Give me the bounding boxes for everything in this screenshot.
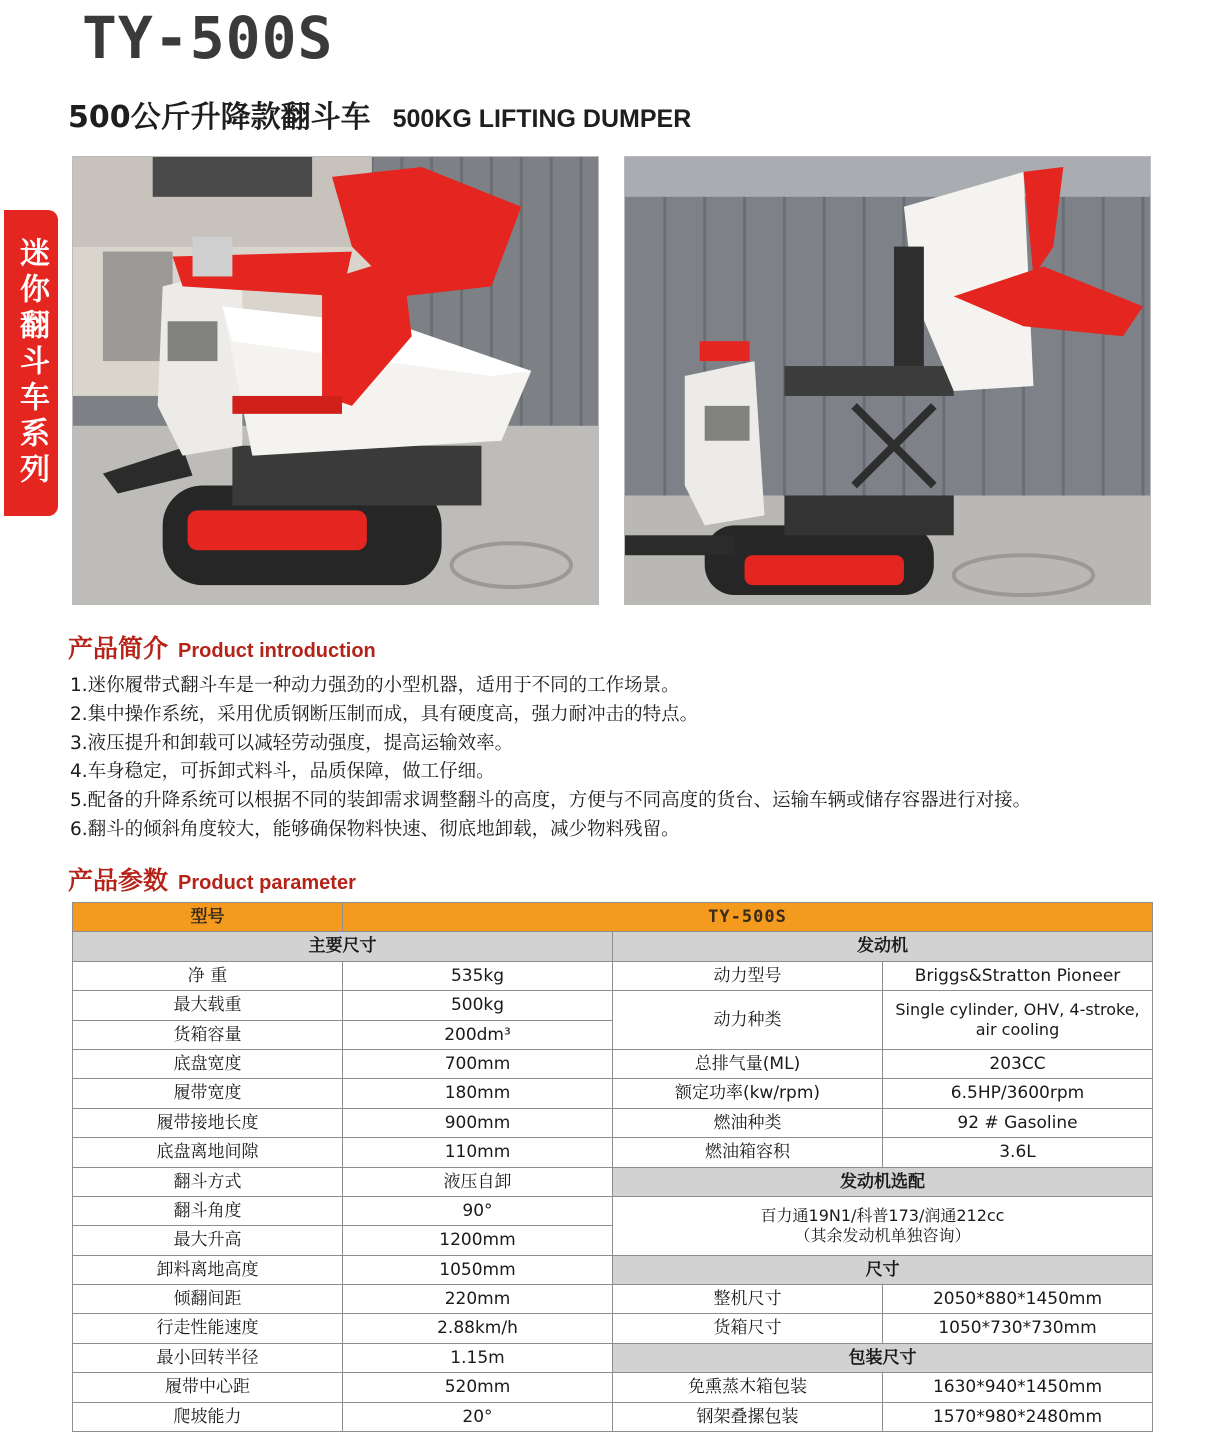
spec-value: 1050mm — [343, 1255, 613, 1284]
title-row — [68, 92, 691, 136]
spec-label: 货箱容量 — [73, 1020, 343, 1049]
model-heading: TY-500S — [82, 4, 334, 72]
table-row — [73, 1314, 1153, 1343]
engine-value: 3.6L — [883, 1138, 1153, 1167]
table-row — [73, 1049, 1153, 1078]
spec-label: 履带中心距 — [73, 1373, 343, 1402]
engine-type-line2: air cooling — [975, 1020, 1060, 1040]
spec-label: 行走性能速度 — [73, 1314, 343, 1343]
table-row — [73, 1108, 1153, 1137]
engine-label: 燃油种类 — [613, 1108, 883, 1137]
engine-label: 动力种类 — [613, 991, 883, 1050]
packing-header: 包装尺寸 — [613, 1343, 1153, 1372]
packing-label: 免熏蒸木箱包装 — [613, 1373, 883, 1402]
spec-value: 700mm — [343, 1049, 613, 1078]
size-label: 货箱尺寸 — [613, 1314, 883, 1343]
spec-label: 底盘宽度 — [73, 1049, 343, 1078]
table-row — [73, 1255, 1153, 1284]
table-row — [73, 991, 1153, 1020]
title-chinese: 500公斤升降款翻斗车 — [68, 100, 371, 135]
intro-list — [70, 672, 1190, 845]
table-row — [73, 1373, 1153, 1402]
spec-label: 爬坡能力 — [73, 1402, 343, 1431]
table-row — [73, 1285, 1153, 1314]
intro-item: 5.配备的升降系统可以根据不同的装卸需求调整翻斗的高度，方便与不同高度的货台、运输车辆或储存容器进行对接。 — [70, 790, 1032, 812]
product-photo-lowered — [72, 156, 599, 605]
spec-value: 液压自卸 — [343, 1167, 613, 1196]
model-value-cell: TY-500S — [343, 903, 1153, 932]
engine-value: 203CC — [883, 1049, 1153, 1078]
spec-label: 翻斗方式 — [73, 1167, 343, 1196]
spec-label: 倾翻间距 — [73, 1285, 343, 1314]
engine-label: 额定功率(kw/rpm) — [613, 1079, 883, 1108]
table-row — [73, 1343, 1153, 1372]
spec-value: 180mm — [343, 1079, 613, 1108]
spec-label: 最小回转半径 — [73, 1343, 343, 1372]
spec-label: 翻斗角度 — [73, 1196, 343, 1225]
spec-value: 500kg — [343, 991, 613, 1020]
spec-value: 1.15m — [343, 1343, 613, 1372]
engine-value-multiline — [883, 991, 1153, 1050]
dumper-raised-illustration — [625, 157, 1150, 604]
spec-value: 200dm³ — [343, 1020, 613, 1049]
engine-value: 6.5HP/3600rpm — [883, 1079, 1153, 1108]
intro-item: 6.翻斗的倾斜角度较大，能够确保物料快速、彻底地卸载，减少物料残留。 — [70, 818, 680, 840]
spec-label: 最大载重 — [73, 991, 343, 1020]
intro-item: 2.集中操作系统，采用优质钢断压制而成，具有硬度高，强力耐冲击的特点。 — [70, 703, 699, 725]
intro-item: 3.液压提升和卸载可以减轻劳动强度，提高运输效率。 — [70, 732, 514, 754]
packing-label: 钢架叠摞包装 — [613, 1402, 883, 1431]
engine-label: 动力型号 — [613, 961, 883, 990]
packing-value: 1630*940*1450mm — [883, 1373, 1153, 1402]
size-value: 1050*730*730mm — [883, 1314, 1153, 1343]
engine-label: 总排气量(ML) — [613, 1049, 883, 1078]
table-row-model — [73, 903, 1153, 932]
spec-value: 220mm — [343, 1285, 613, 1314]
spec-value: 2.88km/h — [343, 1314, 613, 1343]
table-row-section-headers — [73, 932, 1153, 961]
product-photo-raised — [624, 156, 1151, 605]
spec-label: 底盘离地间隙 — [73, 1138, 343, 1167]
dumper-lowered-illustration — [73, 157, 598, 604]
spec-label: 净 重 — [73, 961, 343, 990]
intro-item: 1.迷你履带式翻斗车是一种动力强劲的小型机器，适用于不同的工作场景。 — [70, 675, 680, 696]
param-section-heading — [68, 861, 356, 897]
spec-value: 110mm — [343, 1138, 613, 1167]
series-side-tab-label: 迷你翻斗车系列 — [14, 237, 49, 489]
spec-value: 535kg — [343, 961, 613, 990]
engine-label: 燃油箱容积 — [613, 1138, 883, 1167]
intro-item: 4.车身稳定，可拆卸式料斗，品质保障，做工仔细。 — [70, 761, 495, 783]
engine-options-header: 发动机选配 — [613, 1167, 1153, 1196]
spec-value: 1200mm — [343, 1226, 613, 1255]
engine-header: 发动机 — [613, 932, 1153, 961]
packing-value: 1570*980*2480mm — [883, 1402, 1153, 1431]
table-row — [73, 1196, 1153, 1225]
engine-options-line1: 百力通19N1/科普173/润通212cc — [760, 1205, 1005, 1225]
param-heading-cn: 产品参数 — [68, 866, 169, 895]
intro-section-heading — [68, 629, 376, 665]
title-english: 500KG LIFTING DUMPER — [392, 105, 692, 133]
spec-label: 卸料离地高度 — [73, 1255, 343, 1284]
size-label: 整机尺寸 — [613, 1285, 883, 1314]
spec-label: 最大升高 — [73, 1226, 343, 1255]
table-row — [73, 1138, 1153, 1167]
spec-label: 履带宽度 — [73, 1079, 343, 1108]
table-row — [73, 961, 1153, 990]
spec-table — [72, 902, 1153, 1432]
engine-options-cell — [613, 1196, 1153, 1255]
engine-value: Briggs&Stratton Pioneer — [883, 961, 1153, 990]
spec-label: 履带接地长度 — [73, 1108, 343, 1137]
main-dims-header: 主要尺寸 — [73, 932, 613, 961]
spec-value: 520mm — [343, 1373, 613, 1402]
engine-options-line2: （其余发动机单独咨询） — [794, 1225, 971, 1245]
table-row — [73, 1402, 1153, 1431]
spec-value: 900mm — [343, 1108, 613, 1137]
spec-value: 20° — [343, 1402, 613, 1431]
intro-heading-en: Product introduction — [178, 640, 376, 662]
spec-value: 90° — [343, 1196, 613, 1225]
intro-heading-cn: 产品简介 — [68, 634, 169, 663]
size-header: 尺寸 — [613, 1255, 1153, 1284]
table-row — [73, 1079, 1153, 1108]
engine-type-line1: Single cylinder, OHV, 4-stroke, — [895, 1000, 1140, 1020]
engine-value: 92 # Gasoline — [883, 1108, 1153, 1137]
model-label-cell: 型号 — [73, 903, 343, 932]
size-value: 2050*880*1450mm — [883, 1285, 1153, 1314]
series-side-tab — [4, 210, 58, 516]
table-row — [73, 1167, 1153, 1196]
param-heading-en: Product parameter — [178, 872, 356, 894]
